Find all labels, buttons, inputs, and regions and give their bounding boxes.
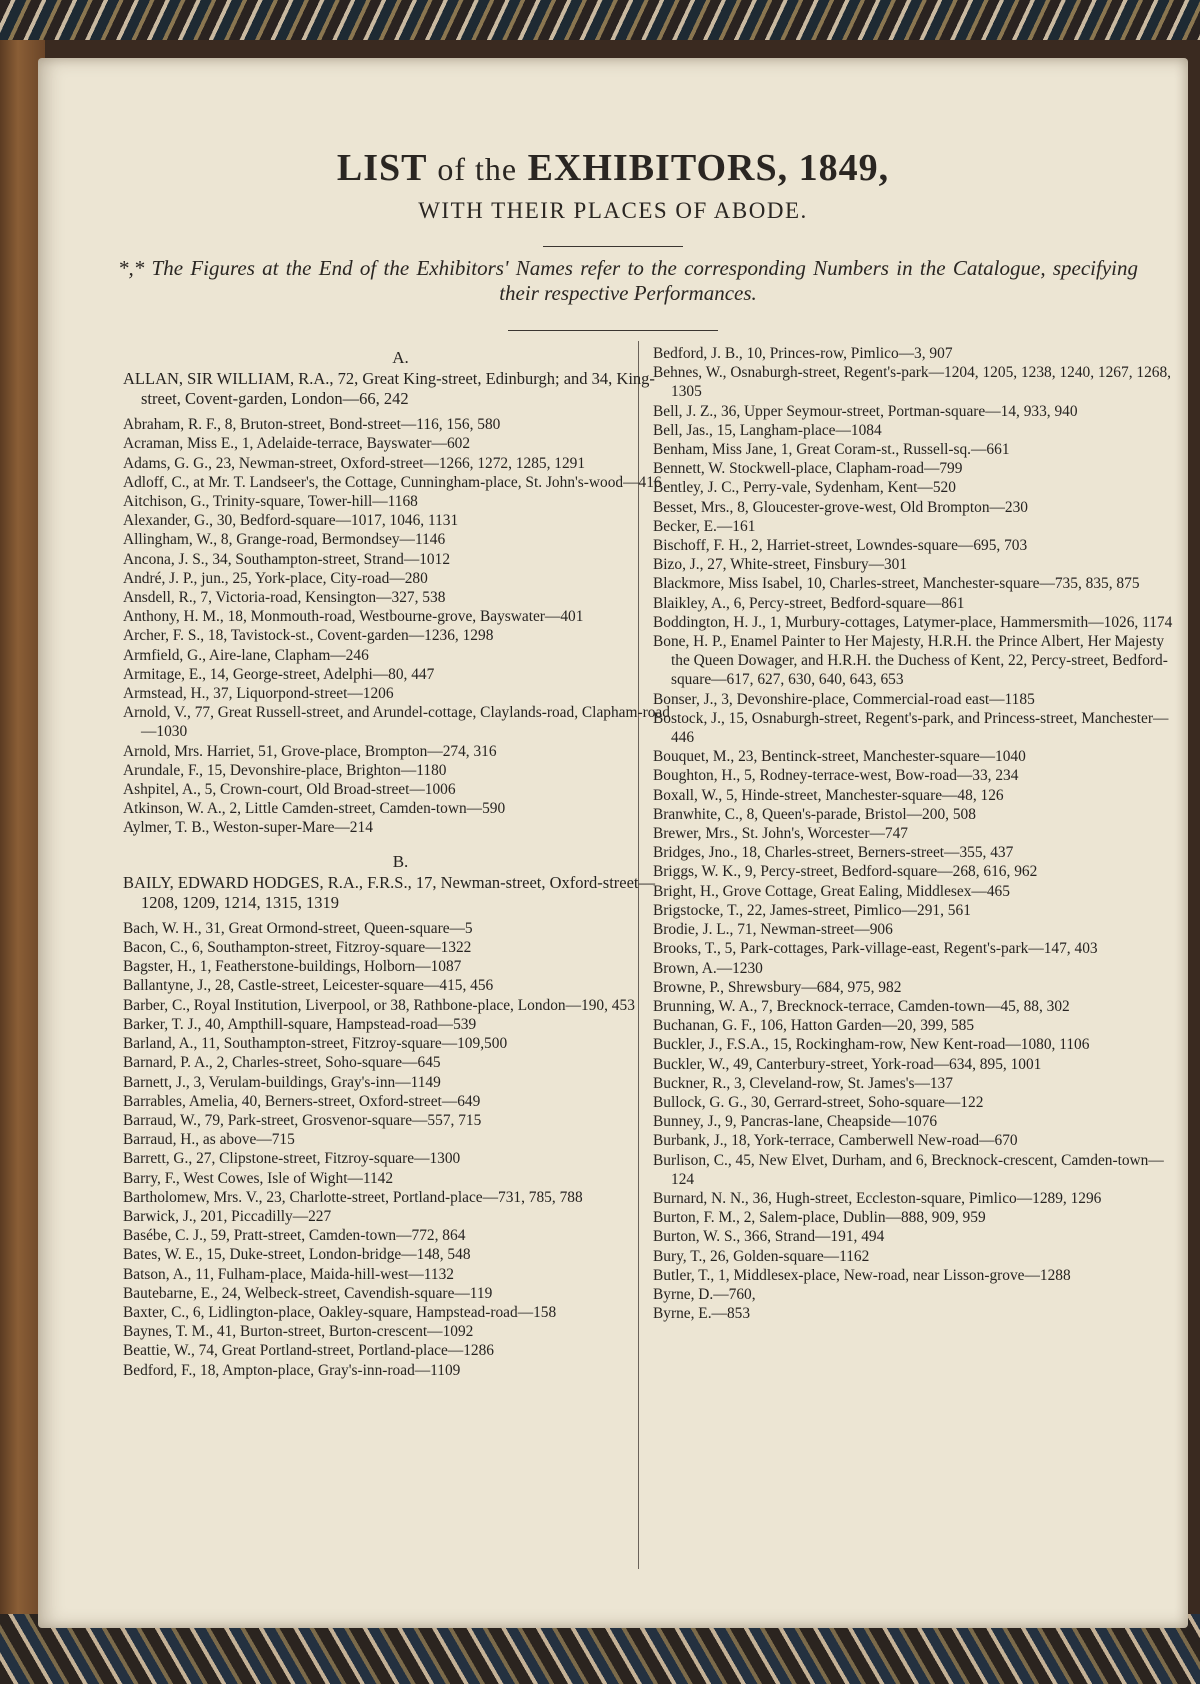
exhibitor-entry: Anthony, H. M., 18, Monmouth-road, Westbourne-grove, Bayswater—401 [123,608,584,626]
exhibitor-entry: Bonser, J., 3, Devonshire-place, Commercial-road east—1185 [653,690,1035,708]
exhibitor-entry: Abraham, R. F., 8, Bruton-street, Bond-street—116, 156, 580 [123,416,501,434]
exhibitor-entry: Benham, Miss Jane, 1, Great Coram-st., Russell-sq.—661 [653,441,1010,459]
exhibitor-entry: Ancona, J. S., 34, Southampton-street, Strand—1012 [123,550,451,568]
exhibitor-entry: Batson, A., 11, Fulham-place, Maida-hill-west—1132 [123,1265,454,1283]
exhibitor-entry: Bunney, J., 9, Pancras-lane, Cheapside—1076 [653,1113,938,1131]
exhibitor-entry: Aylmer, T. B., Weston-super-Mare—214 [123,819,373,837]
right-column [653,344,1178,1323]
exhibitor-entry: Boxall, W., 5, Hinde-street, Manchester-square—48, 126 [653,786,1004,804]
title-main: EXHIBITORS, 1849, [527,147,890,189]
exhibitor-entry: Bell, Jas., 15, Langham-place—1084 [653,421,882,439]
exhibitor-entry: Blackmore, Miss Isabel, 10, Charles-street, Manchester-square—735, 835, 875 [653,575,1140,593]
exhibitor-entry: Behnes, W., Osnaburgh-street, Regent's-park—1204, 1205, 1238, 1240, 1267, 1268, 1305 [653,364,1172,401]
exhibitor-entry: Bostock, J., 15, Osnaburgh-street, Regent's-park, and Princess-street, Manchester—446 [653,709,1169,747]
exhibitor-entry: Brooks, T., 5, Park-cottages, Park-village-east, Regent's-park—147, 403 [653,940,1098,958]
section-letter-a: A. [392,348,409,367]
catalogue-note: *,* The Figures at the End of the Exhibitors' Names refer to the corresponding Numbers in the Catalogue, specifying their respective Performances. [118,256,1138,305]
exhibitor-entry: Basébe, C. J., 59, Pratt-street, Camden-town—772, 864 [123,1227,466,1245]
exhibitor-entry: Briggs, W. K., 9, Percy-street, Bedford-square—268, 616, 962 [653,863,1038,881]
exhibitor-entry: Baxter, C., 6, Lidlington-place, Oakley-square, Hampstead-road—158 [123,1303,557,1321]
exhibitor-entry: Brown, A.—1230 [653,959,763,977]
exhibitor-entry: Barry, F., West Cowes, Isle of Wight—1142 [123,1169,394,1187]
exhibitor-entry: Armfield, G., Aire-lane, Clapham—246 [123,646,369,664]
exhibitor-entry: Bischoff, F. H., 2, Harriet-street, Lowndes-square—695, 703 [653,537,1028,555]
exhibitor-entry: Bedford, J. B., 10, Princes-row, Pimlico—3, 907 [653,345,953,362]
exhibitor-entry: Byrne, E.—853 [653,1305,751,1323]
exhibitor-entry: Boughton, H., 5, Rodney-terrace-west, Bow-road—33, 234 [653,767,1019,785]
exhibitor-entry: Buckler, W., 49, Canterbury-street, York-road—634, 895, 1001 [653,1055,1042,1073]
exhibitor-entry: Besset, Mrs., 8, Gloucester-grove-west, Old Brompton—230 [653,498,1028,516]
exhibitor-entry: Bridges, Jno., 18, Charles-street, Berners-street—355, 437 [653,844,1014,862]
exhibitor-list-b [123,919,678,1380]
exhibitor-entry: Acraman, Miss E., 1, Adelaide-terrace, Bayswater—602 [123,435,471,453]
exhibitor-list-right [653,344,1178,1323]
title-of: of the [437,151,518,187]
exhibitor-entry: Bone, H. P., Enamel Painter to Her Majesty, H.R.H. the Prince Albert, Her Majesty the Queen Dowager, and H.R.H. the Duchess of Kent, 22, Percy-street, Bedford-square—617, 627, 630, 640, 643, 653 [653,633,1168,689]
note-rule [508,330,718,331]
exhibitor-entry: Bizo, J., 27, White-street, Finsbury—301 [653,556,908,574]
exhibitor-entry: Bedford, F., 18, Ampton-place, Gray's-inn-road—1109 [123,1361,461,1379]
exhibitor-entry: Burlison, C., 45, New Elvet, Durham, and 6, Brecknock-crescent, Camden-town—124 [653,1151,1164,1188]
exhibitor-entry: Becker, E.—161 [653,517,756,535]
exhibitor-entry: Bright, H., Grove Cottage, Great Ealing, Middlesex—465 [653,882,1010,900]
exhibitor-entry: Armstead, H., 37, Liquorpond-street—1206 [123,685,394,703]
exhibitor-entry: Barwick, J., 201, Piccadilly—227 [123,1207,332,1225]
exhibitor-entry: Bell, J. Z., 36, Upper Seymour-street, Portman-square—14, 933, 940 [653,402,1078,420]
exhibitor-entry: Ansdell, R., 7, Victoria-road, Kensington—327, 538 [123,589,446,607]
exhibitor-entry: Buckner, R., 3, Cleveland-row, St. James's—137 [653,1074,953,1092]
lead-entry-b: BAILY, EDWARD HODGES, R.A., F.R.S., 17, Newman-street, Oxford-street—1208, 1209, 1214, 1315, 1319 [123,872,656,912]
exhibitor-entry: Bury, T., 26, Golden-square—1162 [653,1247,870,1265]
exhibitor-entry: Allingham, W., 8, Grange-road, Bermondsey—1146 [123,531,446,549]
exhibitor-entry: Arundale, F., 15, Devonshire-place, Brighton—1180 [123,761,447,779]
exhibitor-entry: Butler, T., 1, Middlesex-place, New-road, near Lisson-grove—1288 [653,1266,1071,1284]
exhibitor-entry: Burton, F. M., 2, Salem-place, Dublin—888, 909, 959 [653,1209,986,1227]
page-subtitle: WITH THEIR PLACES OF ABODE. [418,198,808,223]
exhibitor-entry: Barland, A., 11, Southampton-street, Fitzroy-square—109,500 [123,1035,508,1053]
exhibitor-entry: Barber, C., Royal Institution, Liverpool, or 38, Rathbone-place, London—190, 453 [123,996,635,1014]
page-title [38,146,1188,190]
exhibitor-entry: Bacon, C., 6, Southampton-street, Fitzroy-square—1322 [123,939,472,957]
exhibitor-entry: Arnold, Mrs. Harriet, 51, Grove-place, Brompton—274, 316 [123,742,497,760]
exhibitor-entry: Armitage, E., 14, George-street, Adelphi—80, 447 [123,665,435,683]
exhibitor-entry: Ashpitel, A., 5, Crown-court, Old Broad-street—1006 [123,781,456,799]
exhibitor-entry: Archer, F. S., 18, Tavistock-st., Covent-garden—1236, 1298 [123,627,494,645]
exhibitor-entry: Bach, W. H., 31, Great Ormond-street, Queen-square—5 [123,919,473,937]
exhibitor-entry: Barnard, P. A., 2, Charles-street, Soho-square—645 [123,1054,441,1072]
exhibitor-entry: Ballantyne, J., 28, Castle-street, Leicester-square—415, 456 [123,977,494,995]
exhibitor-entry: Burnard, N. N., 36, Hugh-street, Eccleston-square, Pimlico—1289, 1296 [653,1189,1102,1207]
exhibitor-entry: Browne, P., Shrewsbury—684, 975, 982 [653,978,902,996]
exhibitor-entry: Bullock, G. G., 30, Gerrard-street, Soho-square—122 [653,1093,984,1111]
lead-entry-a: ALLAN, SIR WILLIAM, R.A., 72, Great King-street, Edinburgh; and 34, King-street, Covent-garden, London—66, 242 [123,369,655,409]
exhibitor-list-a [123,415,678,837]
exhibitor-entry: Aitchison, G., Trinity-square, Tower-hill—1168 [123,493,418,511]
exhibitor-entry: Barrett, G., 27, Clipstone-street, Fitzroy-square—1300 [123,1150,461,1168]
exhibitor-entry: Brunning, W. A., 7, Brecknock-terrace, Camden-town—45, 88, 302 [653,997,1070,1015]
title-rule [543,246,683,247]
exhibitor-entry: Bautebarne, E., 24, Welbeck-street, Cavendish-square—119 [123,1284,493,1302]
exhibitor-entry: Bates, W. E., 15, Duke-street, London-bridge—148, 548 [123,1246,471,1264]
section-letter-b: B. [392,851,409,871]
exhibitor-entry: Bartholomew, Mrs. V., 23, Charlotte-street, Portland-place—731, 785, 788 [123,1188,583,1206]
exhibitor-entry: Baynes, T. M., 41, Burton-street, Burton-crescent—1092 [123,1323,474,1341]
exhibitor-entry: Buckler, J., F.S.A., 15, Rockingham-row, New Kent-road—1080, 1106 [653,1036,1090,1054]
marbled-endpaper-top [0,0,1200,40]
exhibitor-entry: Burton, W. S., 366, Strand—191, 494 [653,1228,885,1246]
exhibitor-entry: Atkinson, W. A., 2, Little Camden-street, Camden-town—590 [123,800,506,818]
title-lead: LIST [336,147,427,189]
exhibitor-entry: Boddington, H. J., 1, Murbury-cottages, Latymer-place, Hammersmith—1026, 1174 [653,613,1173,631]
exhibitor-entry: Blaikley, A., 6, Percy-street, Bedford-square—861 [653,594,965,612]
exhibitor-entry: Bennett, W. Stockwell-place, Clapham-road—799 [653,460,963,478]
exhibitor-entry: Barraud, W., 79, Park-street, Grosvenor-square—557, 715 [123,1111,482,1129]
left-column [123,344,678,1380]
exhibitor-entry: Barnett, J., 3, Verulam-buildings, Gray's-inn—1149 [123,1073,441,1091]
exhibitor-entry: Bouquet, M., 23, Bentinck-street, Manchester-square—1040 [653,748,1026,766]
exhibitor-entry: Branwhite, C., 8, Queen's-parade, Bristol—200, 508 [653,805,976,823]
exhibitor-entry: Bagster, H., 1, Featherstone-buildings, Holborn—1087 [123,958,462,976]
exhibitor-entry: Bentley, J. C., Perry-vale, Sydenham, Kent—520 [653,479,956,497]
exhibitor-entry: Adloff, C., at Mr. T. Landseer's, the Cottage, Cunningham-place, St. John's-wood—416 [123,473,662,491]
exhibitor-entry: Arnold, V., 77, Great Russell-street, and Arundel-cottage, Claylands-road, Clapham-road—1030 [123,704,670,741]
exhibitor-entry: Brigstocke, T., 22, James-street, Pimlico—291, 561 [653,901,971,919]
exhibitor-entry: Beattie, W., 74, Great Portland-street, Portland-place—1286 [123,1342,494,1360]
exhibitor-entry: Barraud, H., as above—715 [123,1131,295,1149]
exhibitor-entry: Byrne, D.—760, [653,1285,756,1303]
book-page [38,58,1188,1628]
exhibitor-entry: Burbank, J., 18, York-terrace, Camberwell New-road—670 [653,1132,1018,1150]
exhibitor-entry: Buchanan, G. F., 106, Hatton Garden—20, 399, 585 [653,1017,975,1035]
exhibitor-entry: André, J. P., jun., 25, York-place, City-road—280 [123,569,428,587]
exhibitor-entry: Barker, T. J., 40, Ampthill-square, Hampstead-road—539 [123,1015,477,1033]
exhibitor-entry: Brodie, J. L., 71, Newman-street—906 [653,921,893,939]
exhibitor-entry: Barrables, Amelia, 40, Berners-street, Oxford-street—649 [123,1092,481,1110]
exhibitor-entry: Brewer, Mrs., St. John's, Worcester—747 [653,825,908,843]
exhibitor-entry: Alexander, G., 30, Bedford-square—1017, 1046, 1131 [123,512,459,530]
exhibitor-entry: Adams, G. G., 23, Newman-street, Oxford-street—1266, 1272, 1285, 1291 [123,454,586,472]
